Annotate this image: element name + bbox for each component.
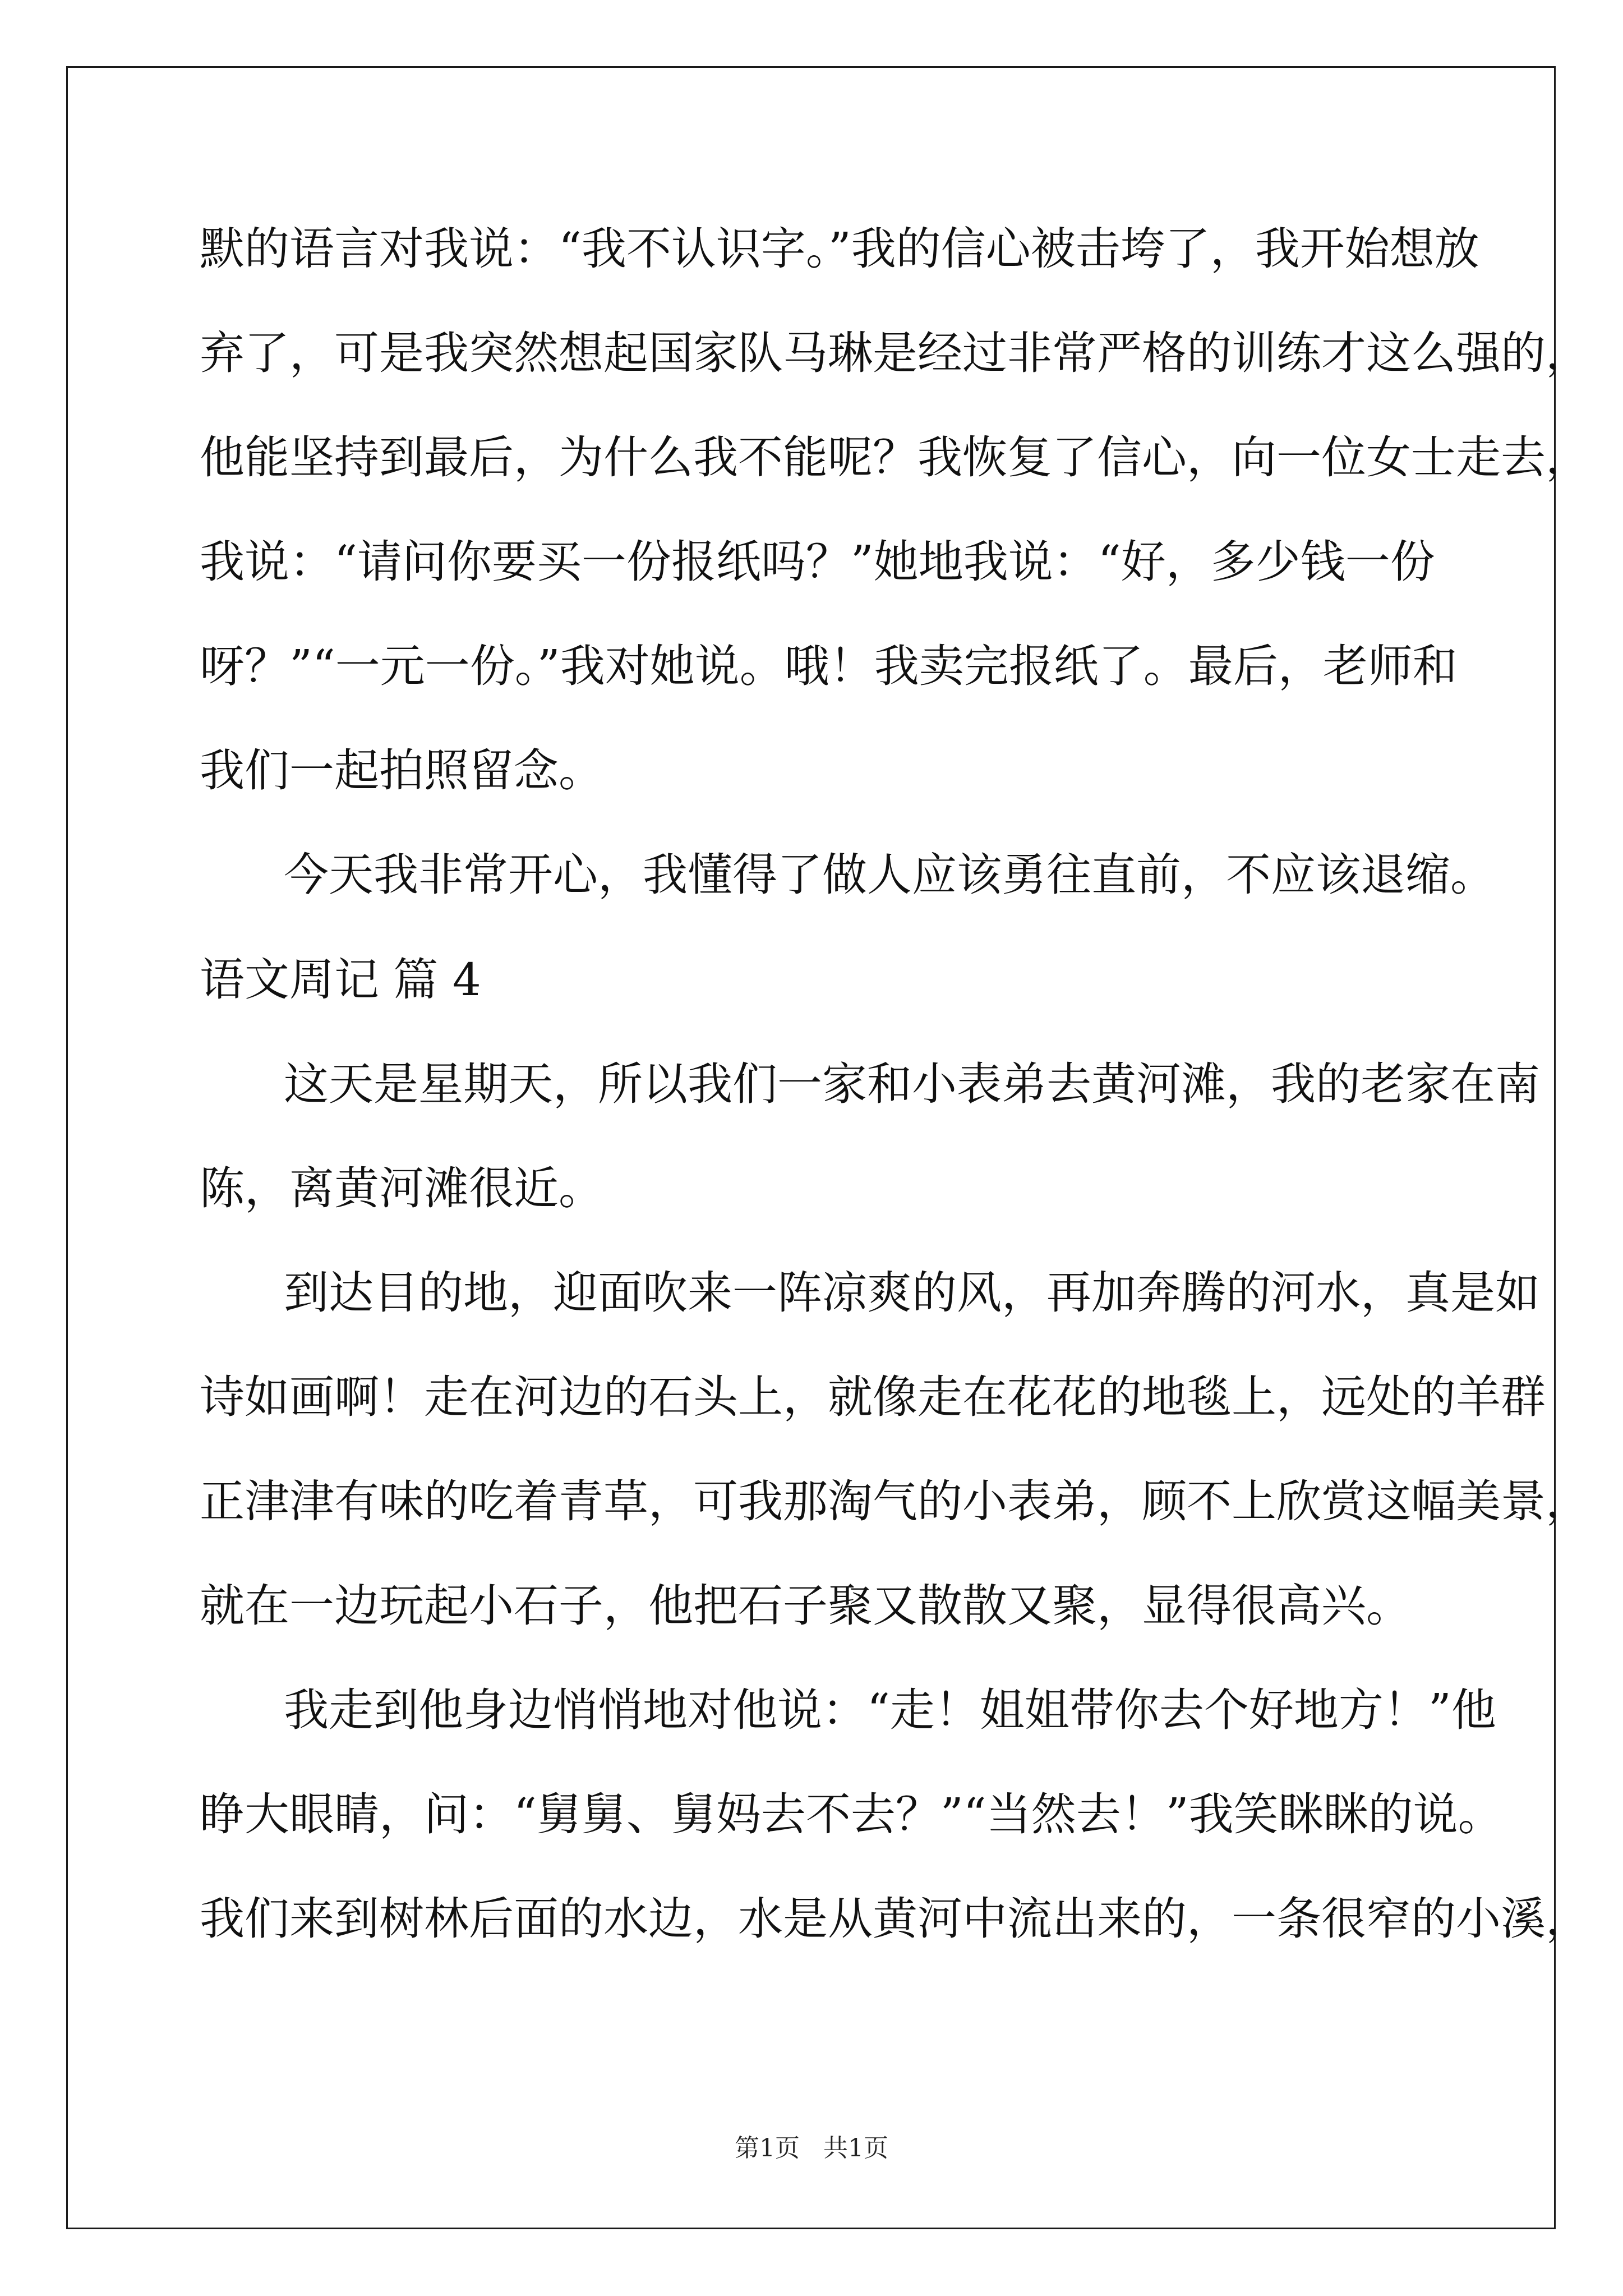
text-line: 我说：“请问你要买一份报纸吗？”她地我说：“好，多少钱一份	[200, 536, 1435, 588]
text-line: 这天是星期天，所以我们一家和小表弟去黄河滩，我的老家在南	[284, 1058, 1540, 1110]
text-line: 就在一边玩起小石子，他把石子聚又散散又聚，显得很高兴。	[200, 1580, 1411, 1632]
page-total: 共1页	[823, 2134, 888, 2162]
text-line: 他能坚持到最后，为什么我不能呢？我恢复了信心，向一位女士走去，	[200, 431, 1590, 484]
text-line: 我们来到树林后面的水边，水是从黄河中流出来的，一条很窄的小溪，	[200, 1893, 1590, 1945]
text-line: 默的语言对我说：“我不认识字。”我的信心被击垮了，我开始想放	[200, 223, 1479, 275]
section-heading: 语文周记 篇 4	[200, 954, 481, 1006]
text-line: 我们一起拍照留念。	[200, 744, 603, 797]
text-line: 我走到他身边悄悄地对他说：“走！姐姐带你去个好地方！”他	[284, 1684, 1496, 1736]
text-line: 弃了，可是我突然想起国家队马琳是经过非常严格的训练才这么强的，	[200, 327, 1590, 379]
text-line: 呀？”“一元一份。”我对她说。哦！我卖完报纸了。最后，老师和	[200, 640, 1458, 692]
text-line: 正津津有味的吃着青草，可我那淘气的小表弟，顾不上欣赏这幅美景，	[200, 1475, 1590, 1527]
text-line: 今天我非常开心，我懂得了做人应该勇往直前，不应该退缩。	[284, 849, 1495, 901]
text-line: 陈，离黄河滩很近。	[200, 1162, 603, 1214]
text-line: 到达目的地，迎面吹来一阵凉爽的风，再加奔腾的河水，真是如	[284, 1267, 1540, 1319]
text-line: 睁大眼睛，问：“舅舅、舅妈去不去？”“当然去！”我笑眯眯的说。	[200, 1788, 1503, 1841]
page-number: 第1页	[735, 2134, 800, 2162]
text-line: 诗如画啊！走在河边的石头上，就像走在花花的地毯上，远处的羊群	[200, 1371, 1546, 1423]
page-footer	[0, 2132, 1623, 2165]
